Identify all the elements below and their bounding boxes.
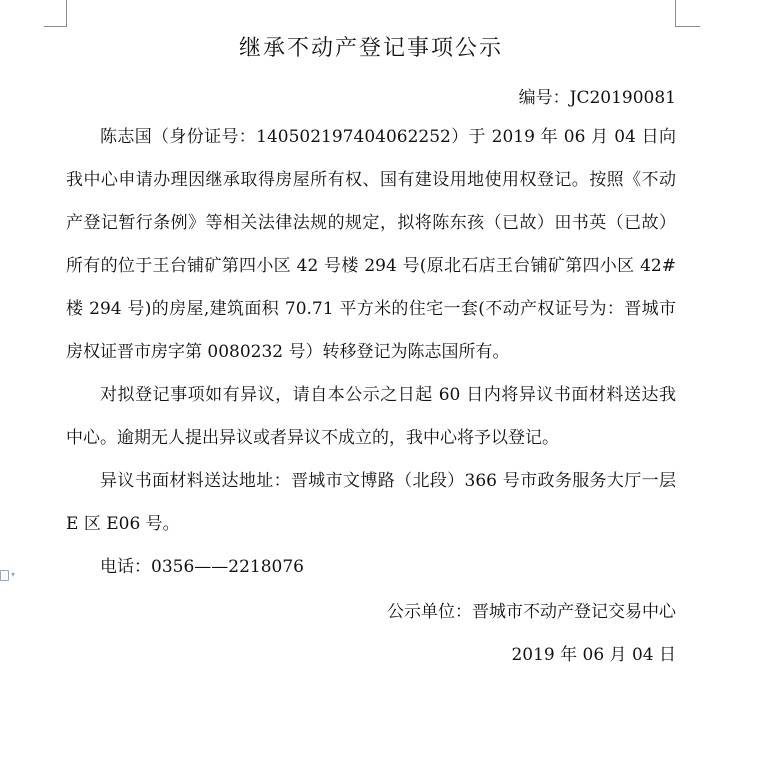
document-number: 编号：JC20190081: [518, 88, 676, 108]
page-corner-mark-top-left: [44, 0, 67, 27]
document-page: [66, 30, 676, 677]
page-corner-mark-top-right: [675, 0, 700, 27]
issuer-line: 公示单位：晋城市不动产登记交易中心: [387, 602, 676, 622]
document-title: 继承不动产登记事项公示: [238, 36, 503, 61]
issue-date: 2019 年 06 月 04 日: [511, 645, 676, 665]
paragraph-objection-address: 异议书面材料送达地址：晋城市文博路（北段）366 号市政务服务大厅一层 E 区 E06 号。: [66, 471, 676, 534]
paragraph-application: 陈志国（身份证号：140502197404062252）于 2019 年 06 月 04 日向我中心申请办理因继承取得房屋所有权、国有建设用地使用权登记。按照《不动产登记暂行条例》等相关法律法规的规定，拟将陈东孩（已故）田书英（已故）所有的位于王台铺矿第四小区 42 号楼 294 号(原北石店王台铺矿第四小区 42#楼 294 号)的房屋,建筑面积 70.71 平方米的住宅一套(不动产权证号为：晋城市房权证晋市房字第 0080232 号）转移登记为陈志国所有。: [66, 127, 676, 362]
paragraph-objection-notice: 对拟登记事项如有异议，请自本公示之日起 60 日内将异议书面材料送达我中心。逾期无人提出异议或者异议不成立的，我中心将予以登记。: [66, 385, 676, 448]
paragraph-phone: 电话：0356——2218076: [100, 557, 304, 577]
paste-options-icon[interactable]: ▾: [0, 567, 18, 583]
